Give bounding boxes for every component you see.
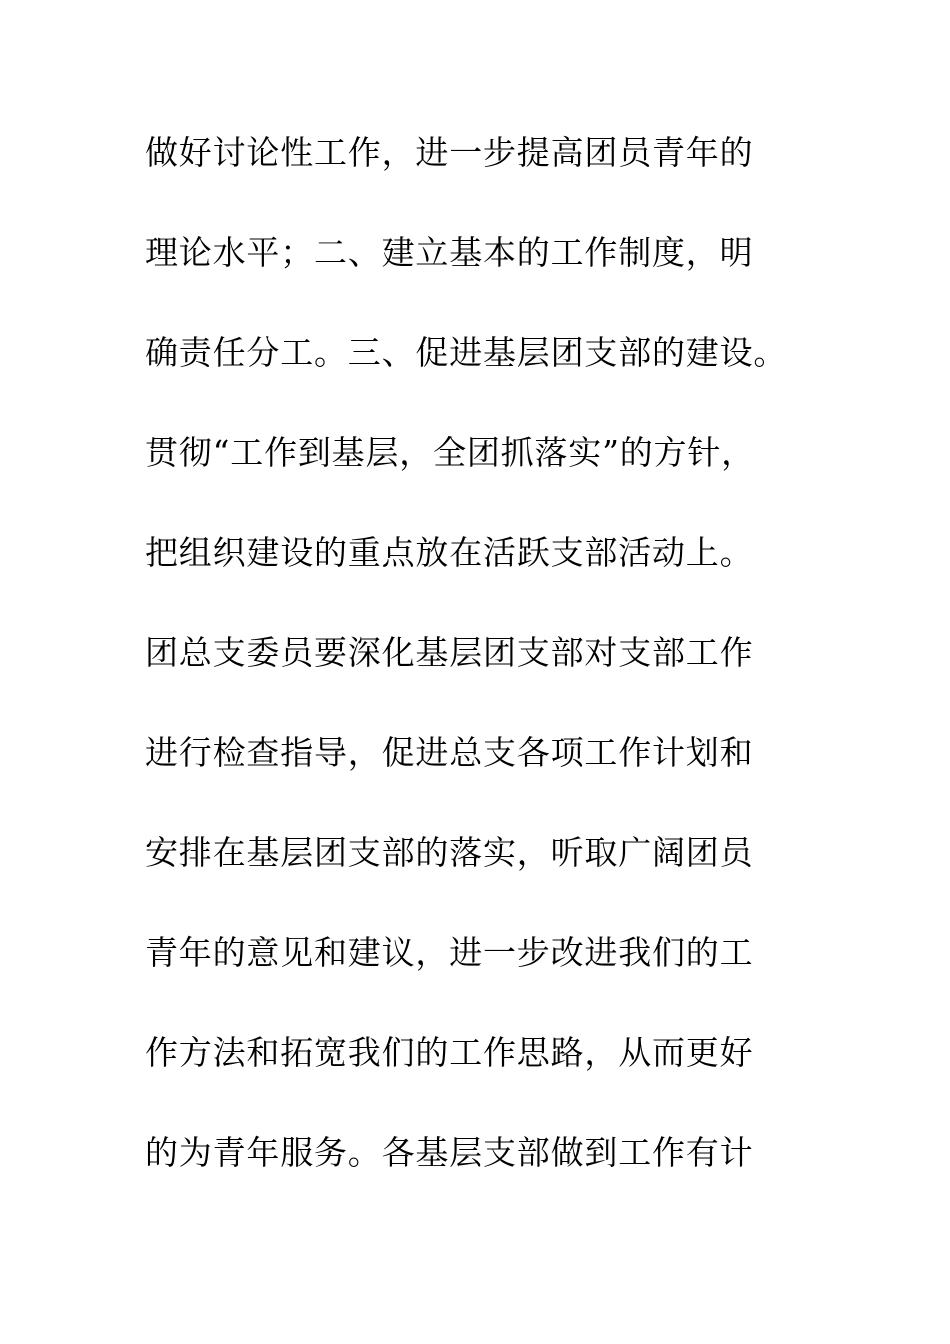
text-line-2: 理论水平；二、建立基本的工作制度，明 xyxy=(145,233,754,272)
text-line-6: 团总支委员要深化基层团支部对支部工作 xyxy=(145,633,754,672)
text-line-8: 安排在基层团支部的落实，听取广阔团员 xyxy=(145,833,754,872)
text-line-1: 做好讨论性工作，进一步提高团员青年的 xyxy=(145,133,754,172)
text-line-4: 贯彻“工作到基层，全团抓落实”的方针， xyxy=(145,433,755,472)
text-line-9: 青年的意见和建议，进一步改进我们的工 xyxy=(145,933,754,972)
text-line-5: 把组织建设的重点放在活跃支部活动上。 xyxy=(145,533,754,572)
text-line-10: 作方法和拓宽我们的工作思路，从而更好 xyxy=(145,1033,754,1072)
text-line-11: 的为青年服务。各基层支部做到工作有计 xyxy=(145,1133,754,1172)
text-line-7: 进行检查指导，促进总支各项工作计划和 xyxy=(145,733,754,772)
text-line-3: 确责任分工。三、促进基层团支部的建设。 xyxy=(145,333,788,372)
